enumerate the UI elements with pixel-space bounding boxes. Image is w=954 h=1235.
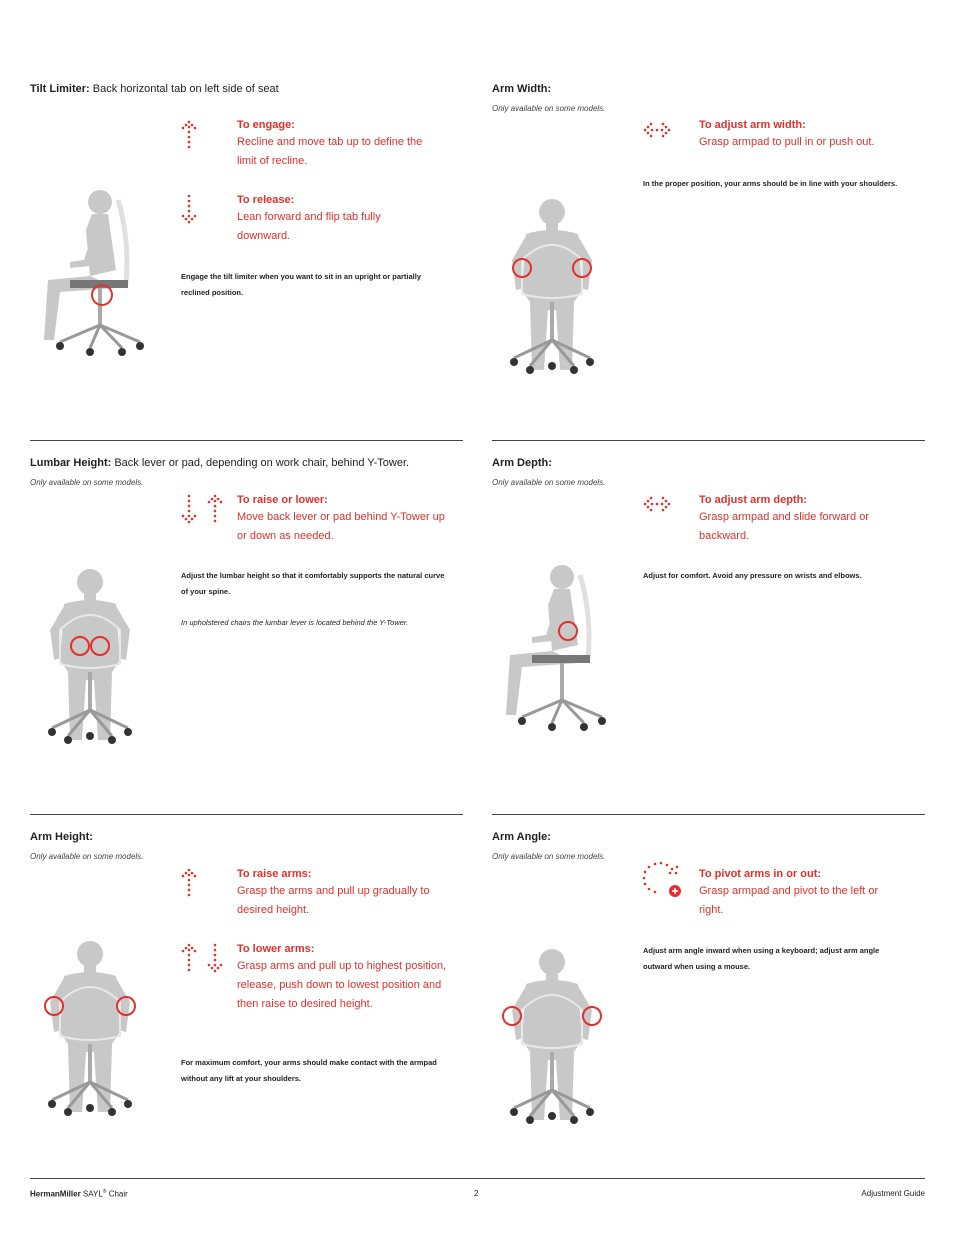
- tilt-engage-title: To engage:: [237, 119, 295, 131]
- arrow-up-icon: [207, 494, 225, 526]
- arm-angle-title-bold: Arm Angle:: [492, 831, 551, 843]
- tilt-release-title: To release:: [237, 194, 295, 206]
- arrow-up-icon: [181, 943, 199, 975]
- tilt-limiter-note: Engage the tilt limiter when you want to sit in an upright or partially reclined position.: [181, 272, 422, 297]
- arm-depth-title: [492, 456, 552, 470]
- arm-height-title: [30, 830, 93, 844]
- tilt-limiter-title-bold: Tilt Limiter:: [30, 83, 90, 95]
- arm-width-title-bold: Arm Width:: [492, 83, 552, 95]
- arrow-left-right-icon: [643, 122, 673, 140]
- section-divider: [30, 814, 463, 815]
- lumbar-step-text: Move back lever or pad behind Y-Tower up or down as needed.: [237, 511, 445, 542]
- section-divider: [492, 814, 925, 815]
- arm-depth-title-bold: Arm Depth:: [492, 457, 552, 469]
- lumbar-height-availability: Only available on some models.: [30, 478, 144, 487]
- lumbar-height-note: Adjust the lumbar height so that it comfortably supports the natural curve of your spine.: [181, 571, 445, 596]
- tilt-limiter-title-rest: Back horizontal tab on left side of seat: [89, 83, 279, 95]
- arm-depth-figure: [492, 555, 632, 735]
- section-divider: [30, 440, 463, 441]
- arm-width-step: [699, 118, 919, 152]
- arm-width-note: In the proper position, your arms should be in line with your shoulders.: [643, 179, 898, 188]
- arrow-down-icon: [181, 494, 199, 526]
- arrow-down-icon: [207, 943, 225, 975]
- arm-angle-step-text: Grasp armpad and pivot to the left or right.: [699, 885, 879, 916]
- arm-angle-title: [492, 830, 551, 844]
- footer-registered: ®: [102, 1189, 107, 1195]
- lumbar-height-title: [30, 456, 409, 470]
- footer-brand: [30, 1189, 128, 1199]
- arm-angle-step: [699, 867, 899, 920]
- arm-height-lower-step: [237, 942, 452, 1014]
- arm-height-raise-text: Grasp the arms and pull up gradually to desired height.: [237, 885, 430, 916]
- arm-width-title: [492, 82, 551, 96]
- lumbar-height-note-italic: In upholstered chairs the lumbar lever is located behind the Y-Tower.: [181, 618, 409, 627]
- lumbar-step: [237, 493, 452, 546]
- lumbar-height-title-rest: Back lever or pad, depending on work chair, behind Y-Tower.: [111, 457, 410, 469]
- arm-depth-step-text: Grasp armpad and slide forward or backward.: [699, 511, 869, 542]
- arm-angle-figure: [492, 940, 622, 1125]
- lumbar-height-figure: [30, 560, 160, 745]
- arrow-down-icon: [181, 194, 199, 226]
- arm-angle-step-title: To pivot arms in or out:: [699, 868, 822, 880]
- footer-brand-name: HermanMiller: [30, 1189, 81, 1199]
- arm-height-availability: Only available on some models.: [30, 852, 144, 861]
- tilt-limiter-title: [30, 82, 279, 96]
- arrow-left-right-icon: [643, 496, 673, 514]
- tilt-release-step: [237, 193, 467, 246]
- arrow-up-icon: [181, 868, 199, 900]
- arm-width-figure: [492, 190, 622, 375]
- tilt-engage-text: Recline and move tab up to define the limit of recline.: [237, 136, 423, 167]
- arm-width-step-text: Grasp armpad to pull in or push out.: [699, 136, 875, 148]
- tilt-release-text: Lean forward and flip tab fully downward.: [237, 211, 381, 242]
- arm-angle-availability: Only available on some models.: [492, 852, 606, 861]
- arm-depth-step-title: To adjust arm depth:: [699, 494, 807, 506]
- arm-angle-note: Adjust arm angle inward when using a keyboard; adjust arm angle outward when using a mouse.: [643, 946, 880, 971]
- lumbar-height-title-bold: Lumbar Height:: [30, 457, 112, 469]
- arm-height-title-bold: Arm Height:: [30, 831, 93, 843]
- tilt-engage-step: [237, 118, 467, 171]
- arrow-up-icon: [181, 120, 199, 152]
- arm-depth-note: Adjust for comfort. Avoid any pressure on wrists and elbows.: [643, 571, 862, 580]
- arm-height-raise-title: To raise arms:: [237, 868, 312, 880]
- arm-height-figure: [30, 932, 160, 1117]
- lumbar-step-title: To raise or lower:: [237, 494, 328, 506]
- arm-height-note: For maximum comfort, your arms should make contact with the armpad without any lift at your shoulders.: [181, 1058, 437, 1083]
- section-divider: [492, 440, 925, 441]
- pivot-arrow-icon: [641, 860, 683, 898]
- footer-divider: [30, 1178, 925, 1179]
- footer-product: SAYL: [82, 1189, 103, 1199]
- footer-product-rest: Chair: [106, 1189, 128, 1199]
- arm-width-step-title: To adjust arm width:: [699, 119, 806, 131]
- footer-guide-title: Adjustment Guide: [861, 1189, 925, 1198]
- arm-height-lower-title: To lower arms:: [237, 943, 315, 955]
- page-number: 2: [474, 1189, 479, 1198]
- tilt-limiter-figure: [30, 180, 170, 360]
- arm-width-availability: Only available on some models.: [492, 104, 606, 113]
- arm-depth-step: [699, 493, 899, 546]
- arm-height-lower-text: Grasp arms and pull up to highest position, release, push down to lowest position and then raise to desired height.: [237, 960, 447, 1010]
- arm-depth-availability: Only available on some models.: [492, 478, 606, 487]
- arm-height-raise-step: [237, 867, 452, 920]
